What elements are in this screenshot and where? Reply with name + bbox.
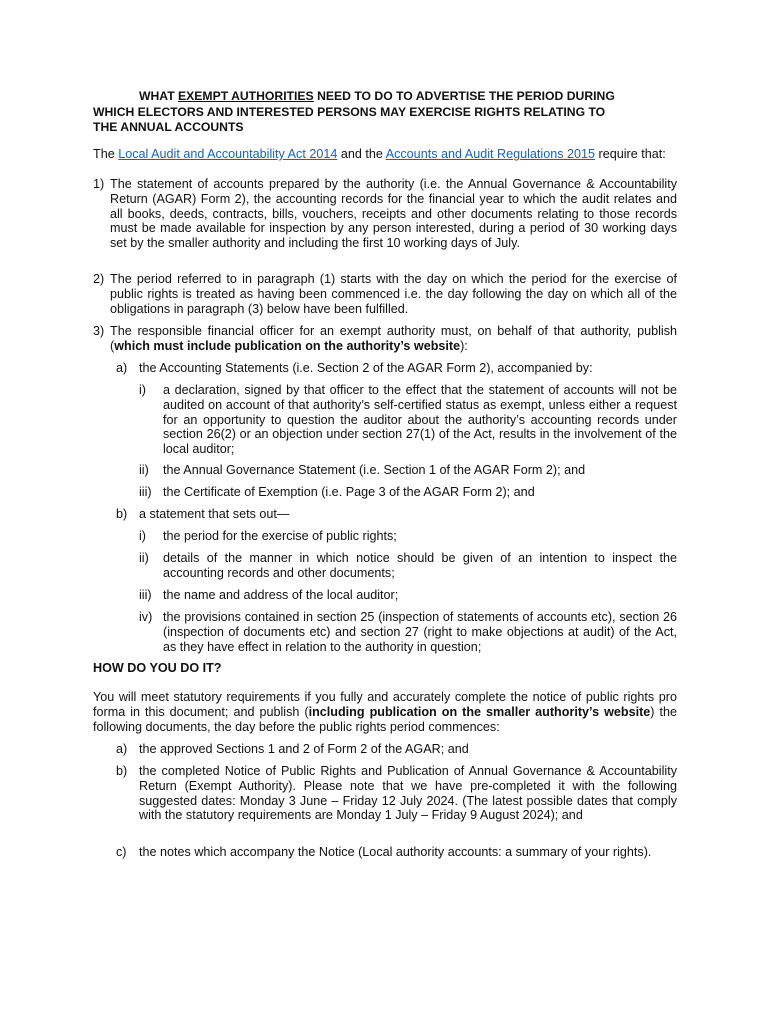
sub-b-text: a statement that sets out— bbox=[139, 507, 290, 521]
sub-a-roman-3: the Certificate of Exemption (i.e. Page 3 of the AGAR Form 2); and bbox=[163, 485, 535, 499]
title-underlined: EXEMPT AUTHORITIES bbox=[178, 89, 314, 103]
sub-letter: b) bbox=[116, 507, 128, 521]
item-number: 2) bbox=[93, 272, 105, 286]
how-heading: HOW DO YOU DO IT? bbox=[93, 661, 222, 675]
sub-a-roman-2: the Annual Governance Statement (i.e. Section 1 of the AGAR Form 2); and bbox=[163, 463, 586, 477]
roman-number: iii) bbox=[139, 485, 152, 499]
intro-paragraph: The Local Audit and Accountability Act 2014 and the Accounts and Audit Regulations 2015 require that: bbox=[93, 147, 666, 161]
sub-b-roman-3: the name and address of the local auditor; bbox=[163, 588, 399, 602]
sub-b-roman-4: the provisions contained in section 25 (inspection of statements of accounts etc), section 26 (inspection of documents etc) and section 27 (right to make objections at audit) of the Act, as they have effect in relation to the authority in question; bbox=[163, 610, 677, 654]
sub-letter: b) bbox=[116, 764, 128, 778]
item-number: 1) bbox=[93, 177, 105, 191]
how-list-a: the approved Sections 1 and 2 of Form 2 of the AGAR; and bbox=[139, 742, 469, 756]
item-number: 3) bbox=[93, 324, 105, 338]
how-list-c: the notes which accompany the Notice (Local authority accounts: a summary of your rights). bbox=[139, 845, 652, 859]
sub-a-roman-1: a declaration, signed by that officer to the effect that the statement of accounts will not be audited on account of that authority’s self-certified status as exempt, unless either a request for an opportunity to question the auditor about the authority’s accounting records under section 26(2) or an objection under section 27(1) of the Act, results in the involvement of the local auditor; bbox=[163, 383, 677, 457]
sub-letter: a) bbox=[116, 742, 128, 756]
item-3-text: The responsible financial officer for an exempt authority must, on behalf of that authority, publish (which must include publication on the authority’s website): bbox=[110, 324, 677, 353]
document-title: WHAT EXEMPT AUTHORITIES NEED TO DO TO ADVERTISE THE PERIOD DURING WHICH ELECTORS AND INTERESTED PERSONS MAY EXERCISE RIGHTS RELATING TO THE ANNUAL ACCOUNTS bbox=[93, 89, 615, 134]
how-list-b: the completed Notice of Public Rights and Publication of Annual Governance & Accountability Return (Exempt Authority). Please note that we have pre-completed it with the following suggested dates: Monday 3 June – Friday 12 July 2024. (The latest possible dates that comply with the statutory requirements are Monday 1 July – Friday 9 August 2024); and bbox=[139, 764, 677, 823]
roman-number: i) bbox=[139, 383, 146, 397]
sub-b-roman-1: the period for the exercise of public rights; bbox=[163, 529, 397, 543]
roman-number: iv) bbox=[139, 610, 153, 624]
sub-letter: c) bbox=[116, 845, 127, 859]
item-1-text: The statement of accounts prepared by the authority (i.e. the Annual Governance & Accountability Return (AGAR) Form 2), the accounting records for the financial year to which the audit relates and all books, deeds, contracts, bills, vouchers, receipts and other documents relating to those records must be made available for inspection by any person interested, during a period of 30 working days set by the smaller authority and including the first 10 working days of July. bbox=[110, 177, 677, 251]
sub-a-text: the Accounting Statements (i.e. Section 2 of the AGAR Form 2), accompanied by: bbox=[139, 361, 593, 375]
how-paragraph: You will meet statutory requirements if you fully and accurately complete the notice of public rights pro forma in this document; and publish (including publication on the smaller authority’s website) the following documents, the day before the public rights period commences: bbox=[93, 690, 678, 734]
sub-b-roman-2: details of the manner in which notice should be given of an intention to inspect the accounting records and other documents; bbox=[163, 551, 677, 580]
sub-letter: a) bbox=[116, 361, 128, 375]
local-audit-act-link[interactable]: Local Audit and Accountability Act 2014 bbox=[118, 147, 338, 161]
roman-number: ii) bbox=[139, 551, 149, 565]
item-2-text: The period referred to in paragraph (1) starts with the day on which the period for the exercise of public rights is treated as having been commenced i.e. the day following the day on which all of the obligations in paragraph (3) below have been fulfilled. bbox=[110, 272, 677, 316]
roman-number: iii) bbox=[139, 588, 152, 602]
roman-number: i) bbox=[139, 529, 146, 543]
accounts-audit-regulations-link[interactable]: Accounts and Audit Regulations 2015 bbox=[385, 147, 596, 161]
roman-number: ii) bbox=[139, 463, 149, 477]
